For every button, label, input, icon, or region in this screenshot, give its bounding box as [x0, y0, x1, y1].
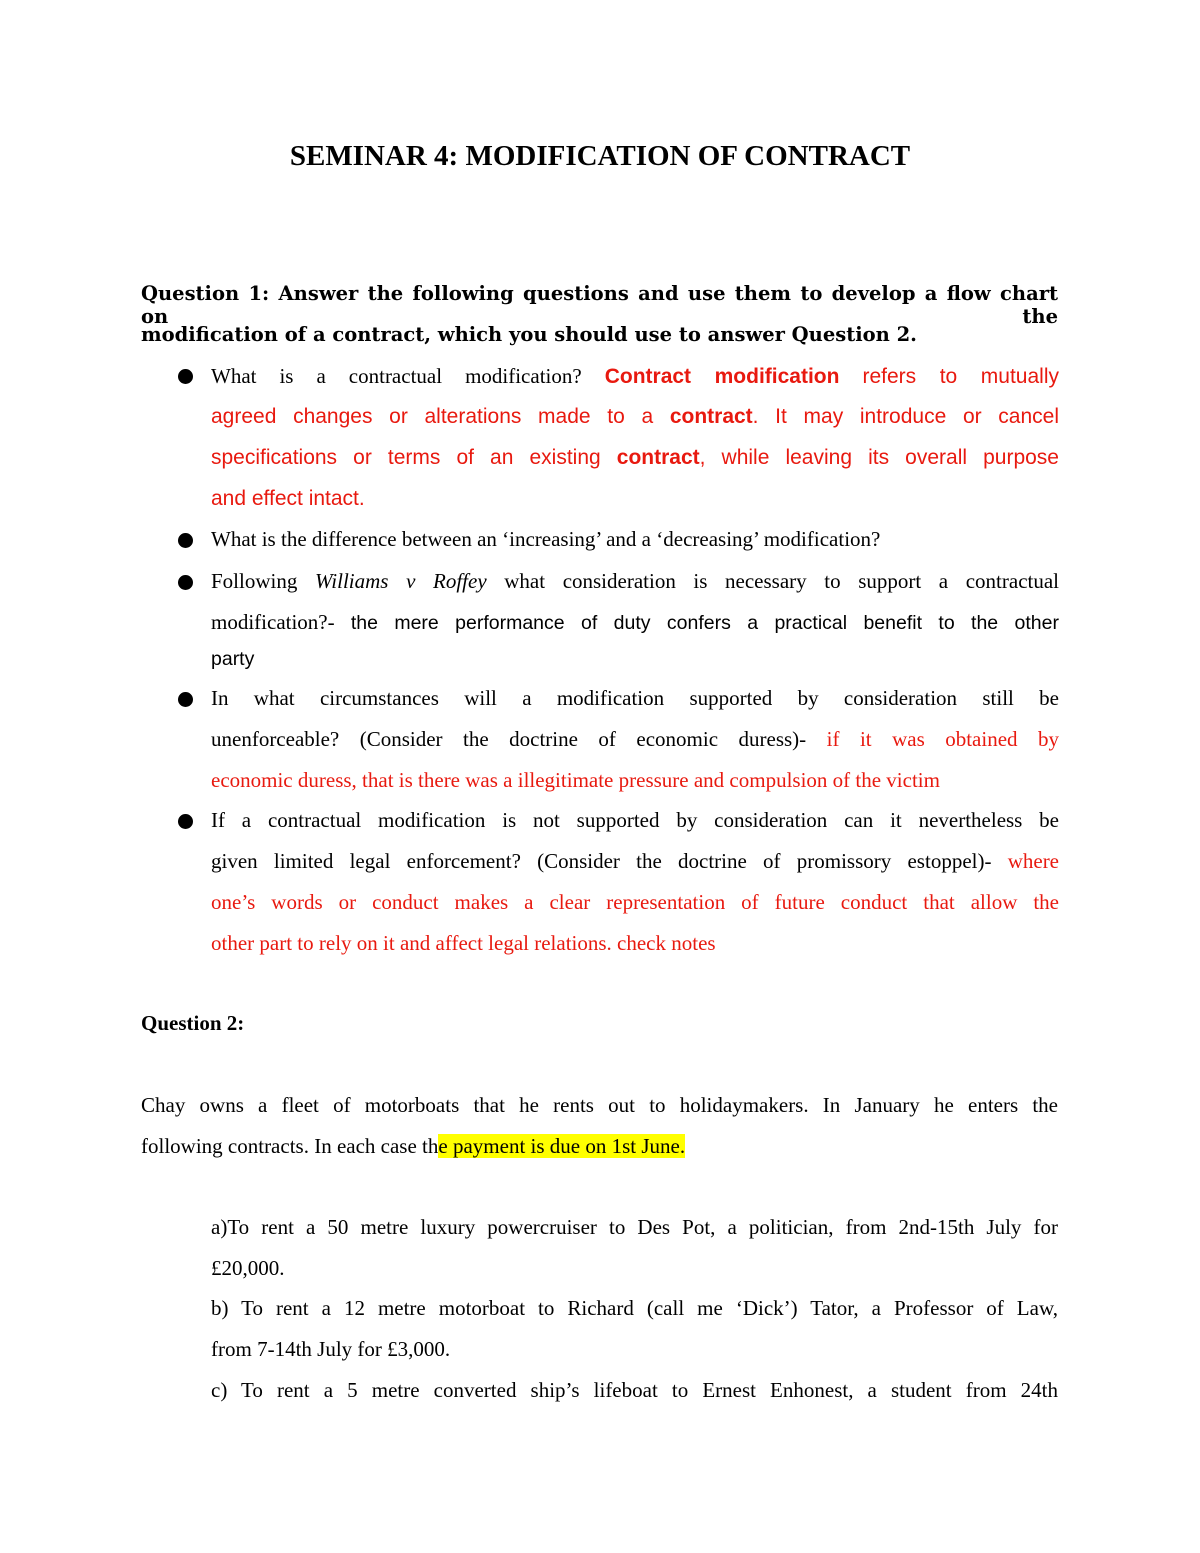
- bullet-1-answer-3-bold: contract: [616, 446, 700, 469]
- bullet-3-answer-1: the mere performance of duty confers a practical benefit to the other: [350, 612, 1059, 634]
- bullet-1-line-1: [211, 364, 1059, 389]
- question-2-paragraph-line-2: [141, 1134, 685, 1159]
- bullet-1-question: What is a contractual modification?: [211, 364, 582, 388]
- question-2-paragraph-line-2-text: following contracts. In each case th: [141, 1134, 439, 1158]
- bullet-1-answer-3-pre: specifications or terms of an existing: [211, 446, 601, 469]
- bullet-1-answer-bold: Contract modification: [604, 365, 840, 388]
- bullet-3-line-1: [211, 569, 1059, 594]
- question-1-line-1: Question 1: Answer the following questions and use them to develop a flow chart on the: [141, 282, 1058, 328]
- bullet-5-line-4: other part to rely on it and affect legal relations. check notes: [211, 931, 716, 955]
- bullet-2-line-1: What is the difference between an ‘increasing’ and a ‘decreasing’ modification?: [211, 527, 881, 551]
- highlighted-text: e payment is due on 1st June.: [438, 1134, 686, 1158]
- bullet-5-line-3: one’s words or conduct makes a clear representation of future conduct that allow the: [211, 890, 1059, 914]
- item-a-line-2: £20,000.: [211, 1256, 285, 1280]
- case-name: Williams v Roffey: [314, 569, 487, 593]
- item-b-line-2: from 7-14th July for £3,000.: [211, 1337, 451, 1361]
- bullet-5-line-2: [211, 849, 1059, 874]
- bullet-1-answer-3-post: , while leaving its overall purpose: [699, 446, 1059, 469]
- item-b-line-1: b) To rent a 12 metre motorboat to Richard (call me ‘Dick’) Tator, a Professor of Law,: [211, 1296, 1058, 1320]
- bullet-3-line-2: [211, 610, 1059, 635]
- bullet-1-answer-2-post: . It may introduce or cancel: [752, 405, 1059, 428]
- bullet-1-line-3: [211, 446, 1059, 470]
- bullet-4-line-1: In what circumstances will a modification supported by consideration still be: [211, 686, 1059, 710]
- bullet-icon: [178, 575, 193, 590]
- bullet-5-answer-1: where: [1007, 849, 1060, 873]
- item-a-line-1: a)To rent a 50 metre luxury powercruiser to Des Pot, a politician, from 2nd-15th July for: [211, 1215, 1058, 1239]
- bullet-4-answer-1: if it was obtained by: [826, 727, 1060, 751]
- question-2-heading: Question 2:: [141, 1011, 245, 1035]
- bullet-1-answer-2-bold: contract: [669, 405, 753, 428]
- bullet-1-answer-1: refers to mutually: [862, 365, 1060, 388]
- bullet-1-answer-2-pre: agreed changes or alterations made to a: [211, 405, 654, 428]
- bullet-4-line-2: [211, 727, 1059, 752]
- bullet-3-question-pre: Following: [211, 569, 298, 593]
- bullet-icon: [178, 533, 193, 548]
- bullet-icon: [178, 692, 193, 707]
- bullet-3-question-post: what consideration is necessary to support a contractual: [504, 569, 1060, 593]
- bullet-5-question-2: given limited legal enforcement? (Consider the doctrine of promissory estoppel)-: [211, 849, 992, 873]
- item-c-line-1: c) To rent a 5 metre converted ship’s lifeboat to Ernest Enhonest, a student from 24th: [211, 1378, 1058, 1402]
- bullet-5-line-1: If a contractual modification is not supported by consideration can it nevertheless be: [211, 808, 1059, 832]
- question-2-paragraph-line-1: Chay owns a fleet of motorboats that he rents out to holidaymakers. In January he enters the: [141, 1093, 1058, 1117]
- bullet-4-line-3: economic duress, that is there was a illegitimate pressure and compulsion of the victim: [211, 768, 940, 792]
- page-title: SEMINAR 4: MODIFICATION OF CONTRACT: [289, 140, 911, 172]
- bullet-4-question-2: unenforceable? (Consider the doctrine of economic duress)-: [211, 727, 807, 751]
- bullet-icon: [178, 814, 193, 829]
- bullet-1-line-4: and effect intact.: [211, 487, 365, 510]
- bullet-1-line-2: [211, 405, 1059, 429]
- bullet-3-question-2: modification?-: [211, 610, 335, 634]
- bullet-3-line-3: party: [211, 648, 255, 670]
- bullet-icon: [178, 369, 193, 384]
- question-1-line-2: modification of a contract, which you should use to answer Question 2.: [141, 323, 917, 346]
